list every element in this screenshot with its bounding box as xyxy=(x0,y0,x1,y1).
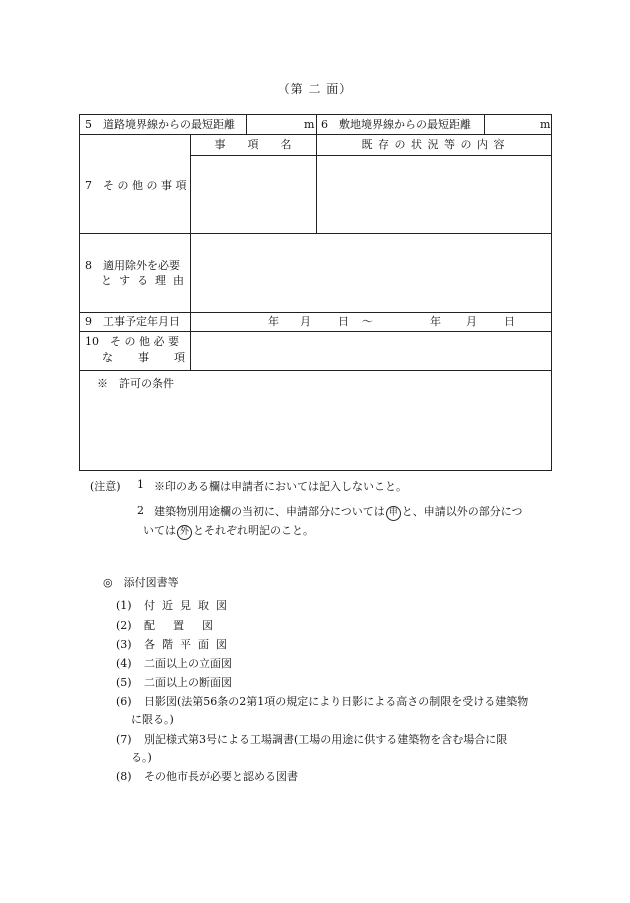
note-1-number: 1 xyxy=(137,478,144,491)
item-name-header: 事 項 名 xyxy=(214,138,292,151)
attachment-number: (7) xyxy=(116,733,132,746)
site-boundary-distance-label: 6 敷地境界線からの最短距離 xyxy=(321,118,471,131)
site-boundary-unit: m xyxy=(540,118,551,131)
end-month-label: 月 xyxy=(466,315,477,328)
attachment-text: 日影図(法第56条の2第1項の規定により日影による高さの制限を受ける建築物 xyxy=(144,695,529,708)
note-prefix: (注意) xyxy=(90,480,121,493)
row-divider xyxy=(80,233,551,234)
row-divider xyxy=(80,370,551,371)
attachment-item xyxy=(116,617,231,633)
attachment-text: 配置図 xyxy=(144,619,231,632)
circled-gai-mark: 外 xyxy=(177,525,192,540)
note-2-text-b: と、申請以外の部分につ xyxy=(401,505,523,518)
row-divider xyxy=(80,331,551,332)
col-divider xyxy=(246,115,247,134)
start-year-label: 年 xyxy=(268,315,279,328)
permit-conditions-label: ※ 許可の条件 xyxy=(97,377,174,390)
attachment-text: 二面以上の立面図 xyxy=(144,657,232,670)
row-divider xyxy=(190,155,551,156)
note-2-text-a: 建築物別用途欄の当初に、申請部分については xyxy=(154,505,385,518)
attachment-text: その他市長が必要と認める図書 xyxy=(144,770,298,783)
note-2-text-d: とそれぞれ明記のこと。 xyxy=(193,524,314,537)
exemption-reason-label-1: 8 適用除外を必要 xyxy=(85,259,180,272)
exemption-reason-label-2: とする理由 xyxy=(101,274,191,287)
end-day-label: 日 xyxy=(504,315,515,328)
attachment-item xyxy=(116,674,232,690)
col-divider xyxy=(484,115,485,134)
attachment-continuation: る。) xyxy=(131,751,152,764)
application-form-table xyxy=(79,114,552,471)
attachment-item xyxy=(116,636,234,652)
col-divider xyxy=(316,115,317,134)
row-divider xyxy=(80,312,551,313)
road-boundary-distance-label: 5 道路境界線からの最短距離 xyxy=(85,118,235,131)
attachment-number: (3) xyxy=(116,638,132,651)
attachment-text: 各階平面図 xyxy=(144,638,234,651)
attachment-number: (8) xyxy=(116,770,132,783)
note-2-text-c: いては xyxy=(143,524,176,537)
attachment-item xyxy=(116,768,298,784)
page-title: （第 二 面） xyxy=(277,82,353,96)
note-2-number: 2 xyxy=(137,504,144,517)
attachment-number: (4) xyxy=(116,657,132,670)
start-month-label: 月 xyxy=(300,315,311,328)
attachment-continuation: に限る。) xyxy=(131,713,174,726)
attachment-number: (1) xyxy=(116,599,132,612)
start-day-label: 日 xyxy=(338,315,349,328)
attachment-text: 別記様式第3号による工場調書(工場の用途に供する建築物を含む場合に限 xyxy=(144,733,508,746)
attachment-item xyxy=(116,693,528,709)
date-range-tilde: 〜 xyxy=(362,315,373,328)
attachment-item xyxy=(116,731,507,747)
other-necessary-label-1: 10 そ の 他 必 要 xyxy=(85,335,179,348)
attachment-text: 付近見取図 xyxy=(144,599,234,612)
col-divider xyxy=(190,134,191,370)
attachment-number: (6) xyxy=(116,695,132,708)
attachment-number: (2) xyxy=(116,619,132,632)
circled-shin-mark: 申 xyxy=(386,506,401,521)
road-boundary-unit: m xyxy=(304,118,315,131)
attachment-item xyxy=(116,655,232,671)
note-1-text: ※印のある欄は申請者においては記入しないこと。 xyxy=(154,480,407,493)
note-2-line-2 xyxy=(143,522,314,540)
note-2-line-1 xyxy=(154,503,523,521)
other-matters-label: 7 そ の 他 の 事 項 xyxy=(85,179,187,192)
end-year-label: 年 xyxy=(430,315,441,328)
attachments-heading: ◎ 添付図書等 xyxy=(103,576,179,589)
attachment-text: 二面以上の断面図 xyxy=(144,676,232,689)
attachment-number: (5) xyxy=(116,676,132,689)
construction-date-label: 9 工事予定年月日 xyxy=(85,315,180,328)
other-necessary-label-2: な 事 項 xyxy=(102,351,192,364)
attachment-item xyxy=(116,597,234,613)
existing-status-header: 既 存 の 状 況 等 の 内 容 xyxy=(361,138,506,151)
